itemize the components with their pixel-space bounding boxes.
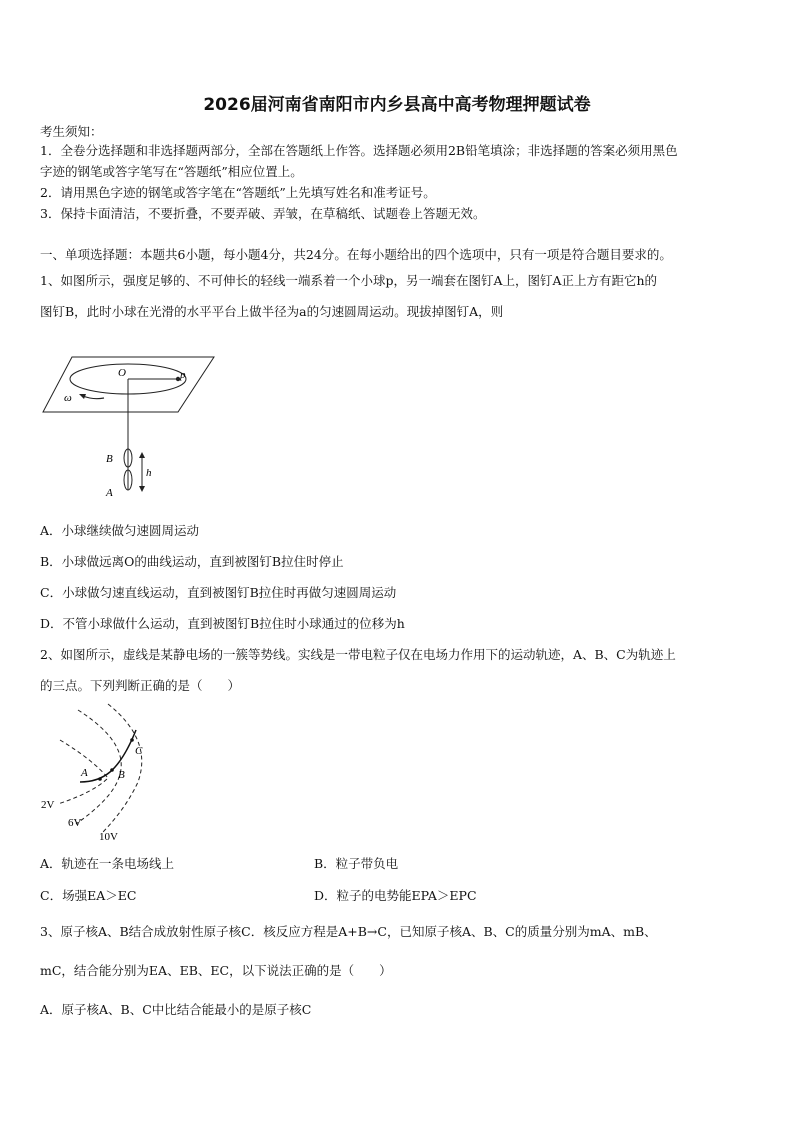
q2-label-2v: 2V bbox=[41, 799, 55, 811]
q1-option-a: A．小球继续做匀速圆周运动 bbox=[40, 523, 200, 538]
q1-label-omega: ω bbox=[64, 392, 72, 404]
q2-point-B bbox=[110, 768, 114, 772]
q2-option-b: B．粒子带负电 bbox=[314, 856, 399, 871]
q2-stem-line1: 2、如图所示，虚线是某静电场的一簇等势线。实线是一带电粒子仅在电场力作用下的运动轨迹，A、B、C为轨迹上 bbox=[40, 647, 676, 662]
q2-label-6v: 6V bbox=[68, 817, 82, 829]
q1-omega-arrow bbox=[83, 396, 104, 399]
q2-option-c: C．场强EA＞EC bbox=[40, 888, 137, 903]
q2-label-10v: 10V bbox=[99, 831, 118, 843]
q2-stem-line2: 的三点。下列判断正确的是（ ） bbox=[40, 678, 241, 693]
q3-stem-line1: 3、原子核A、B结合成放射性原子核C．核反应方程是A+B→C，已知原子核A、B、C的质量分别为mA、mB、 bbox=[40, 924, 657, 939]
q2-trajectory bbox=[80, 730, 136, 782]
q2-label-B: B bbox=[118, 769, 125, 781]
section-heading: 一、单项选择题：本题共6小题，每小题4分，共24分。在每小题给出的四个选项中，只有一项是符合题目要求的。 bbox=[40, 247, 672, 262]
notice-item-1: 1．全卷分选择题和非选择题两部分，全部在答题纸上作答。选择题必须用2B铅笔填涂；非选择题的答案必须用黑色 bbox=[40, 143, 678, 158]
q1-figure bbox=[38, 350, 218, 505]
q1-stem-line1: 1、如图所示，强度足够的、不可伸长的轻线一端系着一个小球p，另一端套在图钉A上，图钉A正上方有距它h的 bbox=[40, 273, 658, 288]
q1-stem-line2: 图钉B，此时小球在光滑的水平平台上做半径为a的匀速圆周运动。现拔掉图钉A，则 bbox=[40, 304, 504, 319]
page-title: 2026届河南省南阳市内乡县高中高考物理押题试卷 bbox=[203, 95, 591, 115]
q2-label-C: C bbox=[135, 745, 143, 757]
q1-label-h: h bbox=[146, 467, 152, 479]
notice-item-3: 3．保持卡面清洁，不要折叠，不要弄破、弄皱，在草稿纸、试题卷上答题无效。 bbox=[40, 206, 486, 221]
q1-label-p: p bbox=[180, 369, 186, 381]
q1-label-B: B bbox=[106, 453, 113, 465]
q1-label-O: O bbox=[118, 367, 126, 379]
notice-item-1-cont: 字迹的钢笔或答字笔写在“答题纸”相应位置上。 bbox=[40, 164, 303, 179]
q2-point-A bbox=[98, 777, 102, 781]
q1-option-d: D．不管小球做什么运动，直到被图钉B拉住时小球通过的位移为h bbox=[40, 616, 405, 631]
q2-figure bbox=[38, 700, 178, 846]
q3-option-a: A．原子核A、B、C中比结合能最小的是原子核C bbox=[40, 1002, 312, 1017]
q2-label-A: A bbox=[81, 767, 88, 779]
q2-option-a: A．轨迹在一条电场线上 bbox=[40, 856, 175, 871]
q2-equipotential-10v bbox=[103, 704, 142, 832]
q2-option-d: D．粒子的电势能EPA＞EPC bbox=[314, 888, 477, 903]
q1-option-b: B．小球做远离O的曲线运动，直到被图钉B拉住时停止 bbox=[40, 554, 344, 569]
q3-stem-line2: mC，结合能分别为EA、EB、EC，以下说法正确的是（ ） bbox=[40, 963, 392, 978]
q1-option-c: C．小球做匀速直线运动，直到被图钉B拉住时再做匀速圆周运动 bbox=[40, 585, 397, 600]
q1-label-A: A bbox=[106, 487, 113, 499]
notice-item-2: 2．请用黑色字迹的钢笔或答字笔在“答题纸”上先填写姓名和准考证号。 bbox=[40, 185, 436, 200]
q2-point-C bbox=[130, 738, 134, 742]
notice-heading: 考生须知： bbox=[40, 124, 103, 139]
